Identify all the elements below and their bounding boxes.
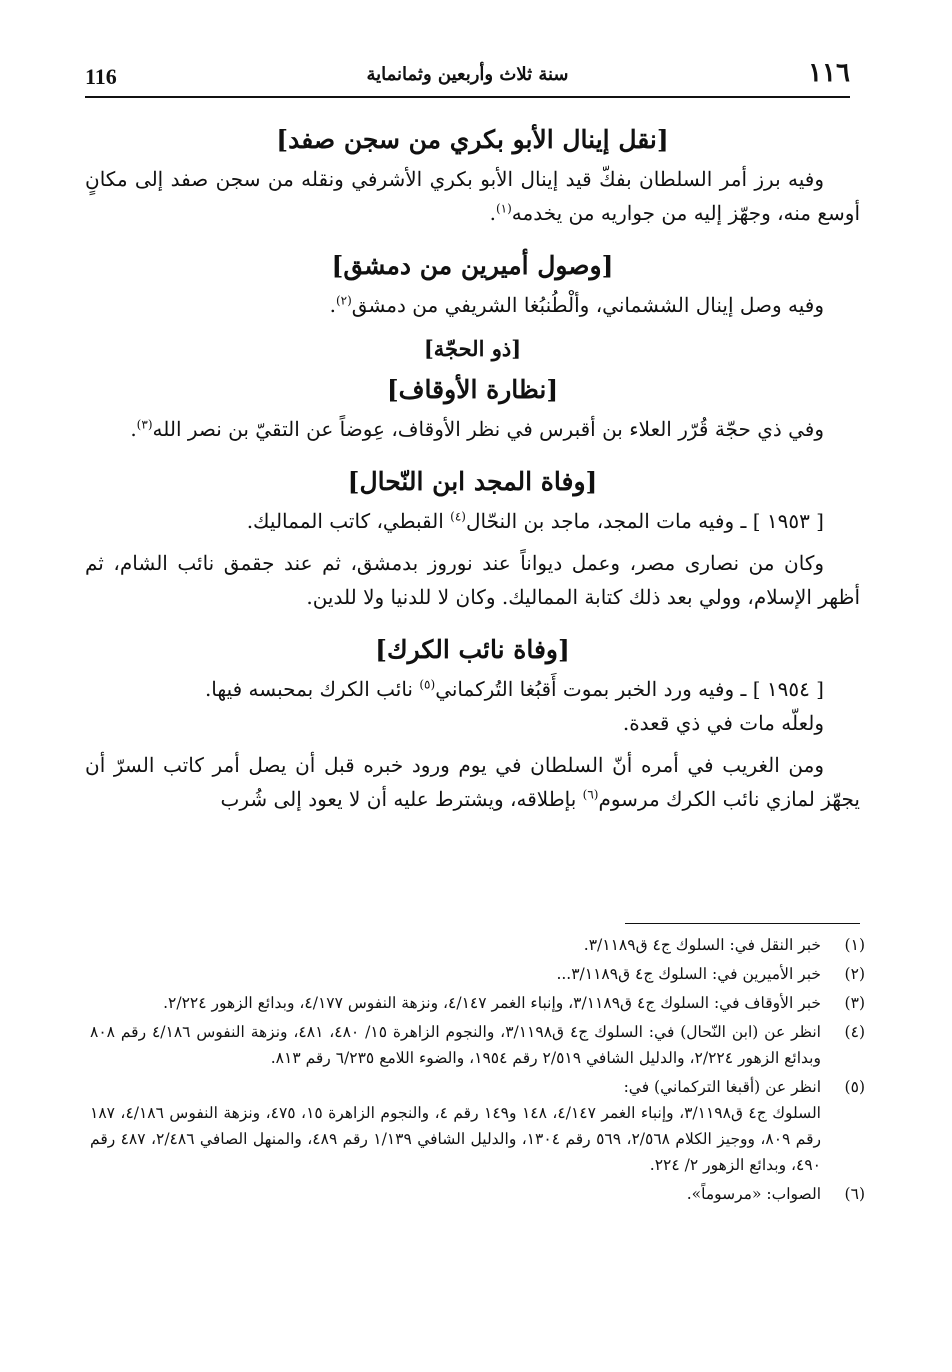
footnote: (٤) انظر عن (ابن النّحال) في: السلوك ج٤ ق٣/١١٩٨، والنجوم الزاهرة ١٥/ ٤٨٠، ٤٨١، ونزهة النفوس ٤/١٨٦ رقم ٨٠٨ وبدائع الزهور ٢/٢٢٤، والدليل الشافي ٢/٥١٩ رقم ١٩٥٤، والضوء اللامع ٦/٢٣٥ رقم ٨١٣. (90, 1019, 865, 1071)
footnote: (١) خبر النقل في: السلوك ج٤ ق٣/١١٨٩. (90, 932, 865, 958)
section-heading: [وفاة نائب الكرك] (375, 635, 570, 664)
footnote-ref: (٣) (136, 417, 153, 432)
section-heading: [نقل إينال الأبو بكري من سجن صفد] (276, 125, 669, 154)
section-heading: [وصول أميرين من دمشق] (331, 251, 614, 280)
running-title: سنة ثلاث وأربعين وثمانماية (366, 64, 569, 85)
footnotes (90, 932, 865, 1210)
footnote-ref: (١) (495, 201, 512, 216)
footnote-number: (٤) (844, 1023, 865, 1041)
footnote-ref: (٤) (450, 509, 466, 524)
footnote-number: (١) (844, 936, 865, 954)
paragraph: وفيه وصل إينال الششماني، وألْطُنبُغا الشريفي من دمشق$^{(٢)}$. (329, 293, 824, 317)
footnote: (٢) خبر الأميرين في: السلوك ج٤ ق٣/١١٨٩... (90, 961, 865, 987)
main-text (85, 118, 860, 816)
header-rule (85, 96, 850, 98)
biography-entry: [ ١٩٥٣ ] ـ وفيه مات المجد، ماجد بن النحّال$^{(٤)}$ القبطي، كاتب المماليك. (246, 509, 824, 533)
biography-entry: [ ١٩٥٤ ] ـ وفيه ورد الخبر بموت أَقبُغا التُركماني$^{(٥)}$ نائب الكرك بمحبسه فيها. (204, 677, 824, 701)
footnote-number: (٣) (844, 994, 865, 1012)
footnote: (٥) انظر عن (أقبغا التركماني) في: السلوك ج٤ ق٣/١١٩٨، وإنباء الغمر ٤/١٤٧، ١٤٨ و١٤٩ رقم ٤، والنجوم الزاهرة ١٥، ٤٧٥، ونزهة النفوس ٤/١٨٦، ١٨٧ رقم ٨٠٩، ووجيز الكلام ٢/٥٦٨، ٥٦٩ رقم ١٣٠٤، والدليل الشافي ١/١٣٩ رقم ٤٨٩، والمنهل الصافي ٢/٤٨٦، ٤٨٧ رقم ٤٩٠، وبدائع الزهور ٢/ ٢٢٤. (90, 1074, 865, 1178)
footnote-number: (٥) (844, 1078, 865, 1096)
paragraph: ولعلّه مات في ذي قعدة. (622, 711, 824, 735)
section-heading: [نظارة الأوقاف] (386, 375, 559, 404)
footnote: (٦) الصواب: «مرسوماً». (90, 1181, 865, 1207)
footnote-ref: (٥) (419, 677, 436, 692)
footnote-number: (٦) (844, 1185, 865, 1203)
footnote-ref: (٢) (335, 293, 352, 308)
page-header (85, 58, 850, 96)
month-heading: [ذو الحجّة] (423, 336, 522, 361)
page-number-arabic: ١١٦ (808, 58, 850, 88)
paragraph: وفي ذي حجّة قُرّر العلاء بن أقبرس في نظر الأوقاف، عِوضاً عن التقيّ بن نصر الله$^{(٣)}$. (130, 417, 824, 441)
section-heading: [وفاة المجد ابن النّحال] (347, 467, 598, 496)
footnote-ref: (٦) (582, 787, 599, 802)
footnote-rule (625, 923, 860, 924)
footnote: (٣) خبر الأوقاف في: السلوك ج٤ ق٣/١١٨٩، وإنباء الغمر ٤/١٤٧، ونزهة النفوس ٤/١٧٧، وبدائع الزهور ٢/٢٢٤. (90, 990, 865, 1016)
paragraph: ومن الغريب في أمره أنّ السلطان في يوم ورود خبره قبل أن يصل أمر كاتب السرّ أن يجهّز لمازي نائب الكرك مرسوم$^{(٦)}$ بإطلاقه، ويشترط عليه أن لا يعود إلى شُرب (85, 753, 860, 811)
footnote-number: (٢) (844, 965, 865, 983)
paragraph: وكان من نصارى مصر، وعمل ديواناً عند نوروز بدمشق، ثم عند جقمق نائب الشام، ثم أظهر الإسلام، وولي بعد ذلك كتابة المماليك. وكان لا للدنيا ولا للدين. (85, 551, 860, 609)
page-number-latin: 116 (85, 64, 117, 89)
paragraph: وفيه برز أمر السلطان بفكّ قيد إينال الأبو بكري الأشرفي ونقله من سجن صفد إلى مكانٍ أوسع منه، وجهّز إليه من جواريه من يخدمه$^{(١)}$. (85, 167, 860, 225)
